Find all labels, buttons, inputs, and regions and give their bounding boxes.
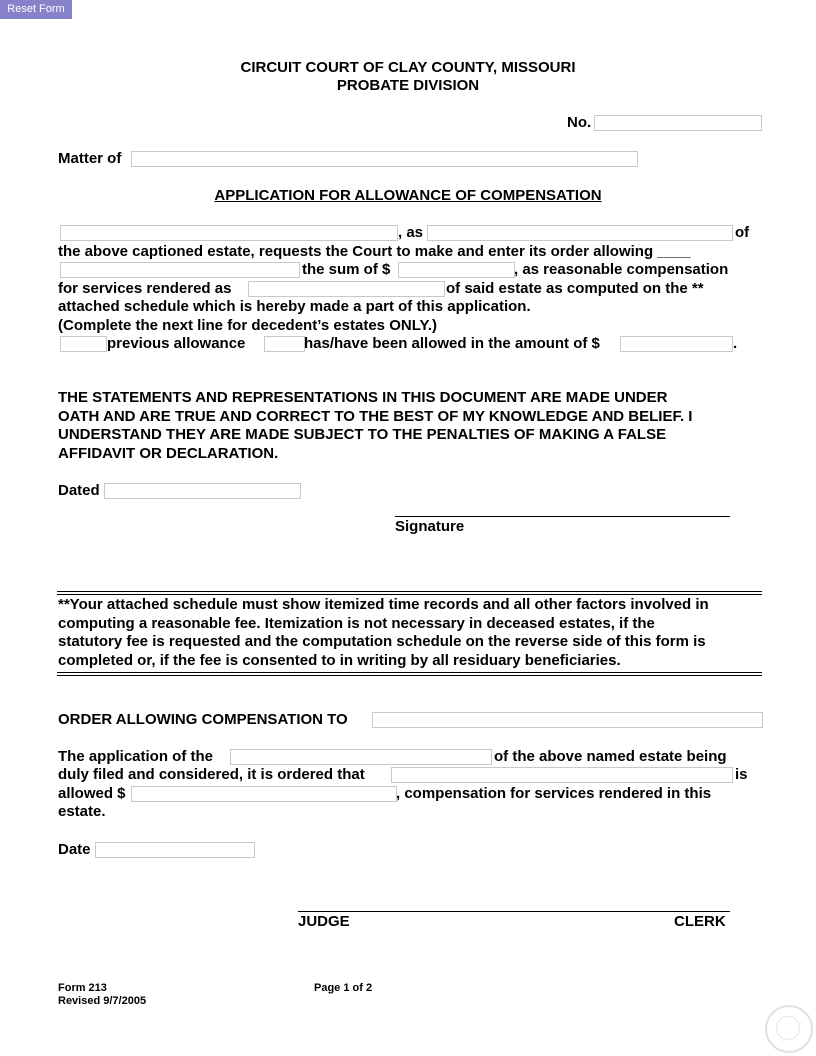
- allowed-text: allowed $: [58, 785, 126, 802]
- filed-text: duly filed and considered, it is ordered that: [58, 766, 365, 783]
- estate-text: estate.: [58, 803, 106, 820]
- case-number-label: No.: [567, 114, 592, 131]
- judge-signature-line: [298, 911, 730, 912]
- oath-line: OATH AND ARE TRUE AND CORRECT TO THE BEST OF MY KNOWLEDGE AND BELIEF. I: [58, 408, 693, 425]
- division-title: PROBATE DIVISION: [336, 77, 480, 94]
- matter-of-label: Matter of: [58, 150, 122, 167]
- order-title: ORDER ALLOWING COMPENSATION TO: [58, 711, 348, 728]
- order-allowed-name-field[interactable]: [391, 767, 733, 783]
- of-text: of: [735, 224, 750, 241]
- matter-of-field[interactable]: [131, 151, 638, 167]
- order-payee-field[interactable]: [372, 712, 763, 728]
- applicant-capacity-field[interactable]: [427, 225, 733, 241]
- period-text: .: [733, 335, 738, 352]
- note-line: **Your attached schedule must show itemized time records and all other factors involved in: [58, 596, 709, 613]
- has-have-text: has/have been allowed in the amount of $: [304, 335, 600, 352]
- note-line: statutory fee is requested and the computation schedule on the reverse side of this form is: [58, 633, 706, 650]
- application-title: APPLICATION FOR ALLOWANCE OF COMPENSATION: [214, 187, 602, 204]
- dated-label: Dated: [58, 482, 100, 499]
- order-amount-field[interactable]: [131, 786, 397, 802]
- date-label: Date: [58, 841, 91, 858]
- previous-amount-field[interactable]: [620, 336, 733, 352]
- application-line-5: attached schedule which is hereby made a part of this application.: [58, 298, 531, 315]
- judge-label: JUDGE: [298, 913, 350, 930]
- compensation-text: , compensation for services rendered in this: [396, 785, 712, 802]
- previous-allowance-text: previous allowance: [107, 335, 246, 352]
- revised-date: Revised 9/7/2005: [58, 995, 147, 1007]
- application-line-6: (Complete the next line for decedent’s estates ONLY.): [58, 317, 437, 334]
- divider: [57, 675, 762, 676]
- page-number: Page 1 of 2: [314, 982, 373, 994]
- services-text: for services rendered as: [58, 280, 232, 297]
- application-of-text: The application of the: [58, 748, 214, 765]
- named-estate-text: of the above named estate being: [494, 748, 727, 765]
- order-capacity-field[interactable]: [230, 749, 492, 765]
- oath-line: THE STATEMENTS AND REPRESENTATIONS IN THIS DOCUMENT ARE MADE UNDER: [58, 389, 668, 406]
- note-line: computing a reasonable fee. Itemization is not necessary in deceased estates, if the: [58, 615, 655, 632]
- signature-line: [395, 516, 730, 517]
- form-number: Form 213: [58, 982, 107, 994]
- reasonable-text: , as reasonable compensation: [514, 261, 729, 278]
- case-number-field[interactable]: [594, 115, 762, 131]
- clerk-label: CLERK: [674, 913, 726, 930]
- signature-label: Signature: [395, 518, 465, 535]
- as-text: , as: [398, 224, 424, 241]
- oath-line: UNDERSTAND THEY ARE MADE SUBJECT TO THE PENALTIES OF MAKING A FALSE: [58, 426, 667, 443]
- court-title: CIRCUIT COURT OF CLAY COUNTY, MISSOURI: [240, 59, 576, 76]
- said-estate-text: of said estate as computed on the **: [446, 280, 704, 297]
- oath-line: AFFIDAVIT OR DECLARATION.: [58, 445, 279, 462]
- previous-allowance-field[interactable]: [264, 336, 305, 352]
- note-line: completed or, if the fee is consented to in writing by all residuary beneficiaries.: [58, 652, 621, 669]
- services-capacity-field[interactable]: [248, 281, 445, 297]
- sum-amount-field[interactable]: [398, 262, 515, 278]
- reset-form-button[interactable]: Reset Form: [0, 0, 72, 19]
- date-field[interactable]: [95, 842, 255, 858]
- divider: [57, 594, 762, 595]
- applicant-name-field[interactable]: [60, 225, 398, 241]
- divider: [57, 591, 762, 592]
- dated-field[interactable]: [104, 483, 301, 499]
- court-seal-icon: [765, 1005, 813, 1053]
- previous-count-field[interactable]: [60, 336, 107, 352]
- divider: [57, 672, 762, 673]
- payee-field[interactable]: [60, 262, 300, 278]
- is-text: is: [735, 766, 748, 783]
- sum-text: the sum of $: [302, 261, 391, 278]
- application-line-2: the above captioned estate, requests the Court to make and enter its order allowing ____: [58, 243, 691, 260]
